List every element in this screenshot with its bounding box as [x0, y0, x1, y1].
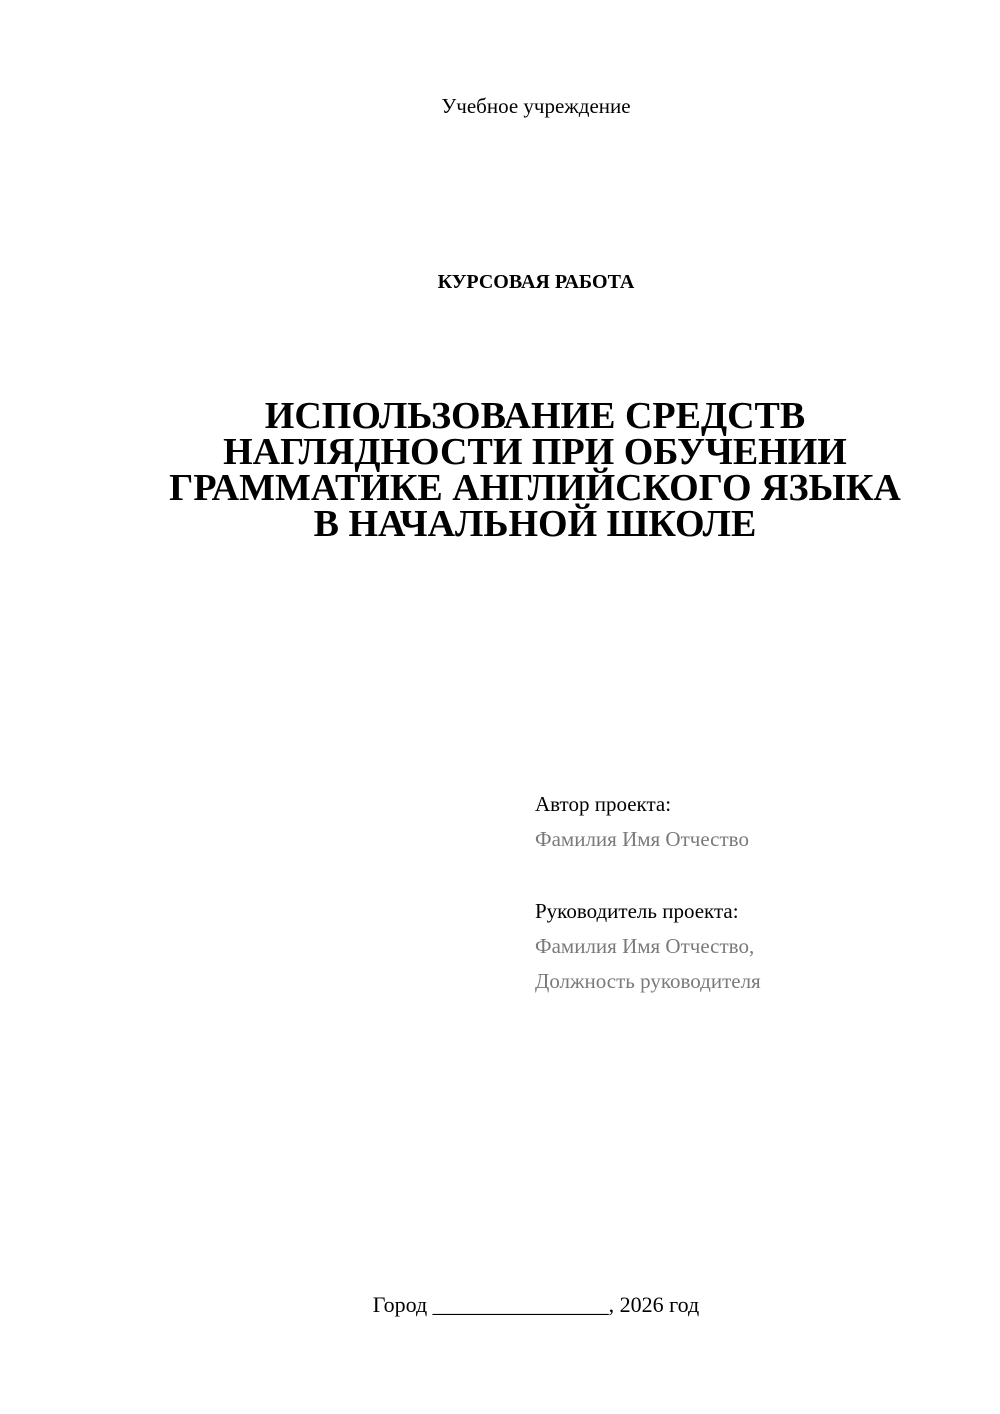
- title-line: НАГЛЯДНОСТИ ПРИ ОБУЧЕНИИ: [223, 431, 847, 473]
- supervisor-name-placeholder: Фамилия Имя Отчество,: [535, 934, 755, 958]
- institution-name: Учебное учреждение: [441, 94, 631, 118]
- supervisor-block: [535, 894, 761, 999]
- supervisor-label: Руководитель проекта:: [535, 899, 739, 923]
- author-label: Автор проекта:: [535, 792, 672, 816]
- title-line: ГРАММАТИКЕ АНГЛИЙСКОГО ЯЗЫКА: [169, 467, 901, 509]
- document-title: [140, 395, 930, 545]
- supervisor-position-placeholder: Должность руководителя: [535, 969, 761, 993]
- author-name-placeholder: Фамилия Имя Отчество: [535, 827, 749, 851]
- title-line: ИСПОЛЬЗОВАНИЕ СРЕДСТВ: [264, 395, 806, 437]
- author-block: [535, 787, 749, 857]
- city-year-line: Город ________________, 2026 год: [372, 1292, 700, 1317]
- title-line: В НАЧАЛЬНОЙ ШКОЛЕ: [313, 503, 757, 545]
- work-type-heading: КУРСОВАЯ РАБОТА: [437, 271, 635, 293]
